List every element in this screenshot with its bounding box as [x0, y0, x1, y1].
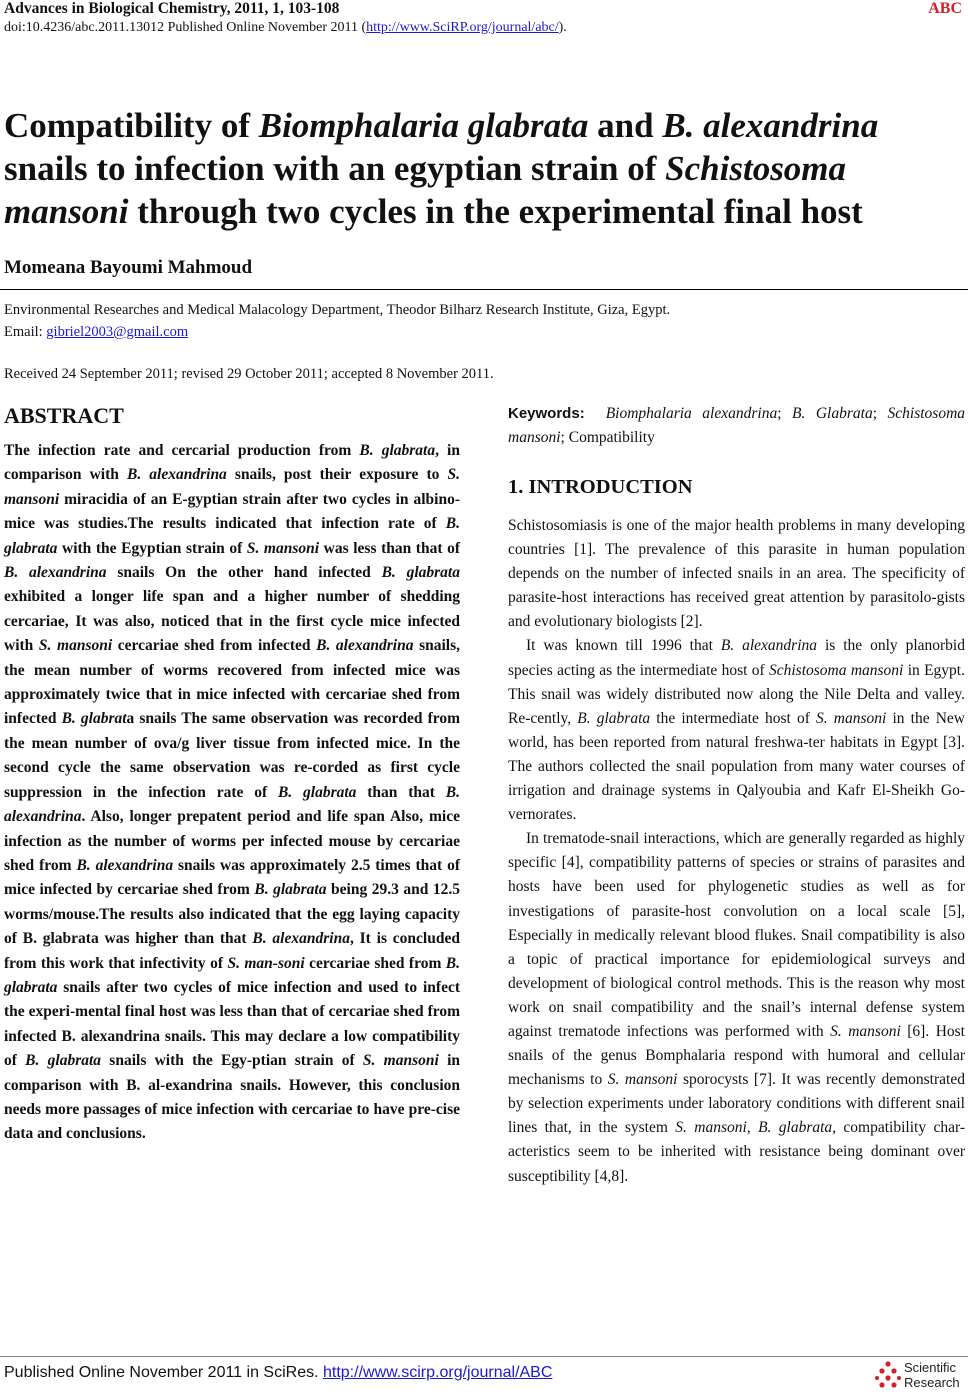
- species-name: B. glabrata: [359, 442, 436, 459]
- species-name: B. glabrata: [577, 709, 651, 727]
- journal-tag: ABC: [928, 0, 962, 17]
- species-name: Schistosoma mansoni: [769, 661, 904, 679]
- abstract-segment: snails, the mean number of worms recovered from infected mice was approximately twice that in mice infected with cercariae shed from infected: [4, 637, 460, 728]
- abstract-segment: with the Egyptian strain of: [57, 539, 247, 557]
- species-name: B. alexandrina: [4, 783, 460, 826]
- paragraph-segment: In trematode-snail interactions, which are generally regarded as highly specific [4], compatibility patterns of species or strains of parasites and hosts have been used for phylogenetic studies as well as for investigations of parasite-host convolution on a local scale [5], Especially in medically relevant blood flukes. Snail compatibility is also a topic of practical importance for epidemiological surveys and development of biological control methods. This is the reason why most work on snail compatibility and the snail’s internal defense system against trematode infections was performed with: [508, 830, 965, 1040]
- footer-text: Published Online November 2011 in SciRes.: [4, 1364, 323, 1381]
- abstract-segment: , It is concluded from this work that infectivity of: [4, 930, 460, 972]
- species-name: S. mansoni: [816, 709, 887, 727]
- logo-line: Research: [904, 1375, 960, 1390]
- paragraph-segment: sporocysts [7]. It was recently demonstrated by selection experiments under laboratory conditions with different snail lines that, in the system: [508, 1071, 965, 1137]
- logo-text: [904, 1360, 960, 1390]
- abstract-column: [4, 402, 460, 1147]
- logo-line: Scientific: [904, 1360, 957, 1375]
- species-name: B. glabrata: [277, 783, 357, 801]
- species-name: B. glabrata: [381, 564, 460, 582]
- doi-prefix: doi:10.4236/abc.2011.13012 Published Online November 2011 (: [4, 20, 367, 35]
- author-name: Momeana Bayoumi Mahmoud: [4, 257, 253, 278]
- email-line: [4, 324, 188, 341]
- species-name: S. mansoni: [38, 637, 113, 655]
- paragraph-segment: [6]. Host snails of the genus Bomphalaria respond with humoral and cellular mechanisms to: [508, 1022, 965, 1089]
- paragraph-segment: in the New world, has been reported from natural freshwa-ter habitats in Egypt [3]. The authors collected the snail population from many water courses of irrigation and drainage systems in Qalyoubia and Kafr El-Sheikh Go-vernorates.: [508, 709, 965, 824]
- abstract-segment: snails On the other hand infected: [106, 564, 382, 582]
- title-part: snails to infection with an egyptian strain of: [4, 149, 666, 188]
- footer-link[interactable]: http://www.scirp.org/journal/ABC: [322, 1364, 553, 1381]
- keyword-separator: ;: [560, 429, 569, 446]
- abstract-segment: was less than that of: [319, 539, 461, 557]
- abstract-segment: than that: [356, 783, 446, 801]
- title-part: and: [588, 106, 663, 145]
- paragraph-segment: is the only planorbid species acting as the intermediate host of: [508, 637, 965, 679]
- species-name: S. mansoni: [675, 1119, 747, 1137]
- species-name: B. glabrata: [4, 515, 460, 557]
- species-name: S. mansoni: [830, 1022, 901, 1040]
- species-name: S. mansoni: [607, 1071, 678, 1089]
- email-label: Email:: [4, 324, 47, 340]
- abstract-segment: being 29.3 and 12.5 worms/mouse.The results also indicated that the egg laying capacity of B. glabrata was higher than that: [4, 881, 460, 948]
- species-name: B. glabrata: [25, 1052, 102, 1070]
- intro-paragraph: [508, 634, 965, 827]
- email-link[interactable]: gibriel2003@gmail.com: [46, 324, 189, 340]
- keyword: B. Glabrata: [792, 405, 873, 422]
- abstract-text: [4, 439, 460, 1147]
- doi-line: [4, 20, 567, 36]
- paragraph-segment: It was known till 1996 that: [526, 637, 721, 655]
- keyword: Schistosoma mansoni: [508, 405, 966, 446]
- abstract-segment: exhibited a longer life span and a higher number of shedding cercariae, It was also, noticed that in the first cycle mice infected with: [4, 588, 460, 655]
- keyword-separator: ;: [777, 405, 793, 422]
- species-name: B. alexandrina: [4, 564, 107, 582]
- publisher-logo: [874, 1360, 964, 1392]
- section-heading: 1. INTRODUCTION: [508, 476, 693, 498]
- species-name: B. alexandrina: [76, 856, 174, 874]
- keywords: [508, 402, 965, 450]
- footer-divider: [0, 1356, 968, 1357]
- title-part: Compatibility of: [4, 106, 259, 145]
- species-name: B. alexandrina: [316, 637, 414, 655]
- species-name: B. alexandrina: [126, 466, 227, 484]
- keyword: Biomphalaria alexandrina: [605, 405, 778, 422]
- abstract-segment: miracidia of an E-gyptian strain after two cycles in albino-mice was studies.The results indicated that infection rate of: [4, 490, 460, 533]
- journal-name: Advances in Biological Chemistry, 2011, 1, 103-108: [4, 0, 340, 17]
- intro-paragraph: [508, 827, 965, 1188]
- paragraph-segment: ,: [746, 1119, 759, 1137]
- footer: [4, 1364, 552, 1382]
- right-column: [508, 402, 965, 1189]
- abstract-segment: snails, post their exposure to: [226, 466, 448, 484]
- abstract-segment: . Also, longer prepatent period and life span Also, mice infection as the number of worms per infected mouse by cercariae shed from: [4, 808, 460, 874]
- species-name: B. alexandrina: [720, 637, 818, 655]
- species-name: S. mansoni: [246, 539, 320, 557]
- paragraph-segment: the intermediate host of: [650, 709, 817, 727]
- title-species: Biomphalaria glabrata: [258, 106, 589, 145]
- abstract-segment: , in comparison with: [4, 442, 460, 484]
- abstract-segment: snails was approximately 2.5 times that of mice infected by cercariae shed from: [4, 856, 461, 899]
- title-species: mansoni: [4, 192, 129, 231]
- abstract-segment: The infection rate and cercarial production from: [4, 442, 360, 459]
- affiliation: Environmental Researches and Medical Malacology Department, Theodor Bilharz Research Institute, Giza, Egypt.: [4, 302, 671, 318]
- logo-mark-icon: [874, 1360, 902, 1392]
- paragraph-segment: in Egypt. This snail was widely distributed now along the Nile Delta and valley. Re-cently,: [508, 661, 965, 727]
- paragraph-segment: , compatibility char-acteristics seem to be inherited with resistance being dominant over susceptibility [4,8].: [508, 1119, 965, 1185]
- article-title: [4, 104, 954, 233]
- title-part: through two cycles in the experimental final host: [128, 192, 863, 231]
- species-name: S. mansoni: [362, 1052, 439, 1070]
- species-name: B. glabrata: [758, 1119, 833, 1137]
- abstract-segment: a snails The same observation was recorded from the mean number of ova/g liver tissue from infected mice. In the second cycle the same observation was re-corded as first cycle suppression in the infection rate of: [4, 710, 461, 801]
- keywords-label: Keywords:: [508, 405, 585, 422]
- abstract-segment: snails after two cycles of mice infection and used to infect the experi-mental final host was less than that of cercariae shed from infected B. alexandrina snails. This may declare a low compatibility of: [4, 978, 460, 1070]
- received-dates: Received 24 September 2011; revised 29 October 2011; accepted 8 November 2011.: [4, 366, 494, 382]
- abstract-segment: snails with the Egy-ptian strain of: [101, 1052, 363, 1070]
- abstract-segment: in comparison with B. al-exandrina snails. However, this conclusion needs more passages of mice infection with cercariae to have pre-cise data and conclusions.: [4, 1052, 460, 1143]
- abstract-segment: cercariae shed from infected: [112, 637, 317, 655]
- doi-suffix: ).: [558, 20, 567, 35]
- species-name: S. man-soni: [227, 954, 305, 972]
- keyword-separator: ;: [872, 405, 888, 422]
- abstract-segment: cercariae shed from: [304, 954, 446, 972]
- intro-paragraph: Schistosomiasis is one of the major health problems in many developing countries [1]. The prevalence of this parasite in human population depends on the number of infected snails in an area. The specificity of parasite-host interactions has received great attention by parasitolo-gists and evolutionary biologists [2].: [508, 517, 965, 631]
- species-name: B. glabrata: [4, 954, 460, 996]
- species-name: B. glabrata: [254, 881, 327, 899]
- abstract-heading: ABSTRACT: [4, 403, 124, 428]
- title-species: B. alexandrina: [662, 106, 879, 145]
- species-name: S. mansoni: [4, 466, 460, 508]
- divider: [0, 289, 968, 290]
- keyword: Compatibility: [568, 429, 655, 446]
- title-species: Schistosoma: [665, 149, 847, 188]
- journal-link[interactable]: http://www.SciRP.org/journal/abc/: [366, 20, 559, 35]
- species-name: B. glabrat: [61, 710, 127, 728]
- species-name: B. alexandrina: [252, 930, 350, 948]
